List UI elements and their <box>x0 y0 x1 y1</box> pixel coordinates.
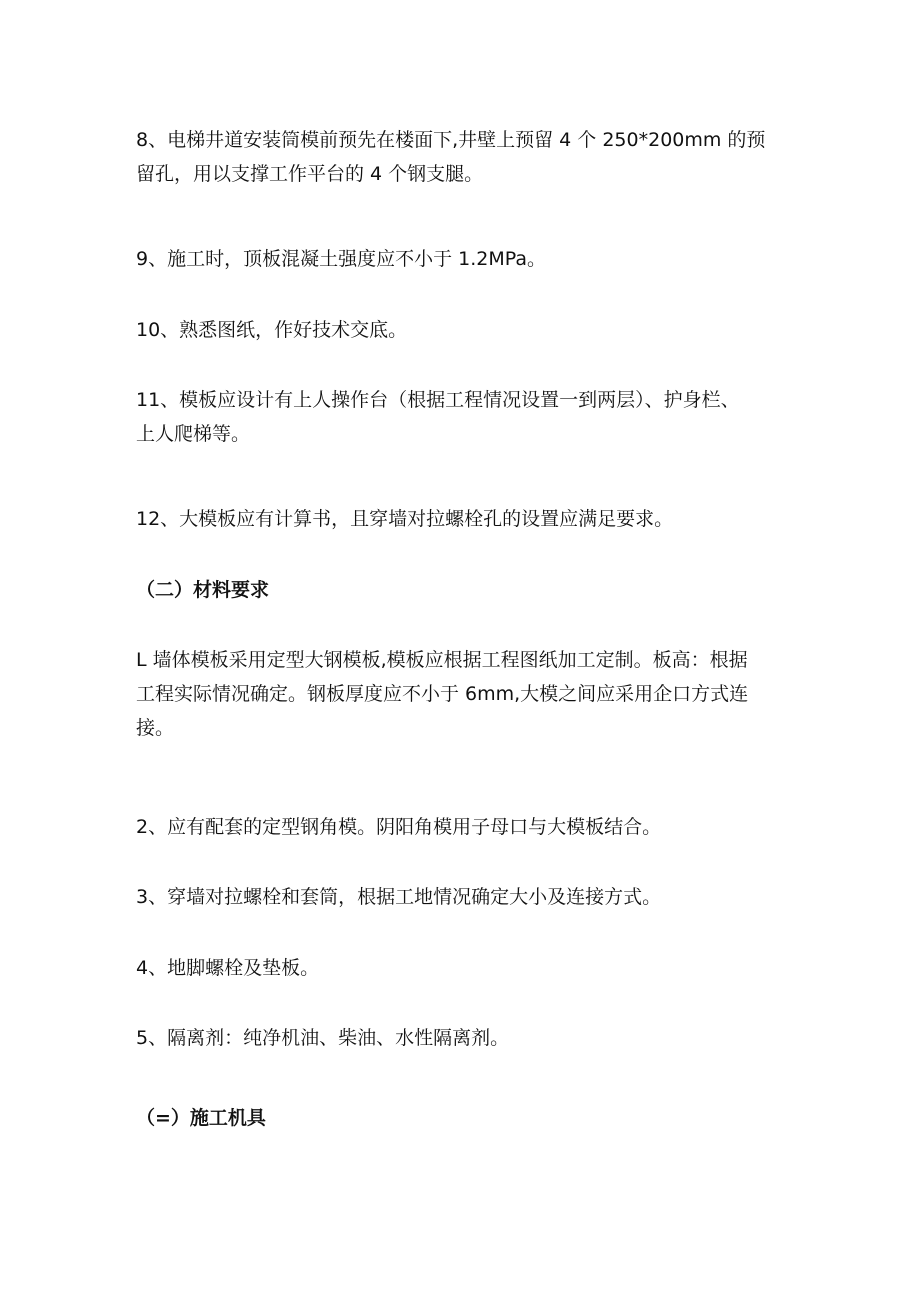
section-heading-machinery <box>136 1101 796 1135</box>
text-line: 10、熟悉图纸，作好技术交底。 <box>136 319 408 341</box>
paragraph-item-11 <box>136 383 796 451</box>
heading-text: （=）施工机具 <box>136 1107 266 1129</box>
paragraph-material-3 <box>136 880 796 914</box>
text-line: 5、隔离剂：纯净机油、柴油、水性隔离剂。 <box>136 1027 510 1049</box>
paragraph-material-1 <box>136 643 796 745</box>
section-heading-materials <box>136 573 796 607</box>
text-line: 3、穿墙对拉螺栓和套筒，根据工地情况确定大小及连接方式。 <box>136 886 662 908</box>
text-line: 8、电梯井道安装筒模前预先在楼面下,井壁上预留 4 个 250*200mm 的预 <box>136 129 766 151</box>
heading-text: （二）材料要求 <box>136 579 270 601</box>
paragraph-item-12 <box>136 502 796 536</box>
text-line: 11、模板应设计有上人操作台（根据工程情况设置一到两层）、护身栏、 <box>136 389 740 411</box>
paragraph-item-9 <box>136 242 796 276</box>
text-line: 12、大模板应有计算书，且穿墙对拉螺栓孔的设置应满足要求。 <box>136 508 674 530</box>
text-line: 4、地脚螺栓及垫板。 <box>136 957 320 979</box>
paragraph-item-8 <box>136 123 796 191</box>
text-line: 接。 <box>136 717 175 739</box>
text-line: 工程实际情况确定。钢板厚度应不小于 6mm,大模之间应采用企口方式连 <box>136 683 749 705</box>
text-line: 上人爬梯等。 <box>136 423 251 445</box>
text-line: 留孔，用以支撑工作平台的 4 个钢支腿。 <box>136 163 484 185</box>
paragraph-item-10 <box>136 313 796 347</box>
text-line: L 墙体模板采用定型大钢模板,模板应根据工程图纸加工定制。板高：根据 <box>136 649 748 671</box>
text-line: 2、应有配套的定型钢角模。阴阳角模用子母口与大模板结合。 <box>136 816 662 838</box>
paragraph-material-4 <box>136 951 796 985</box>
text-line: 9、施工时，顶板混凝土强度应不小于 1.2MPa。 <box>136 248 546 270</box>
paragraph-material-5 <box>136 1021 796 1055</box>
paragraph-material-2 <box>136 810 796 844</box>
